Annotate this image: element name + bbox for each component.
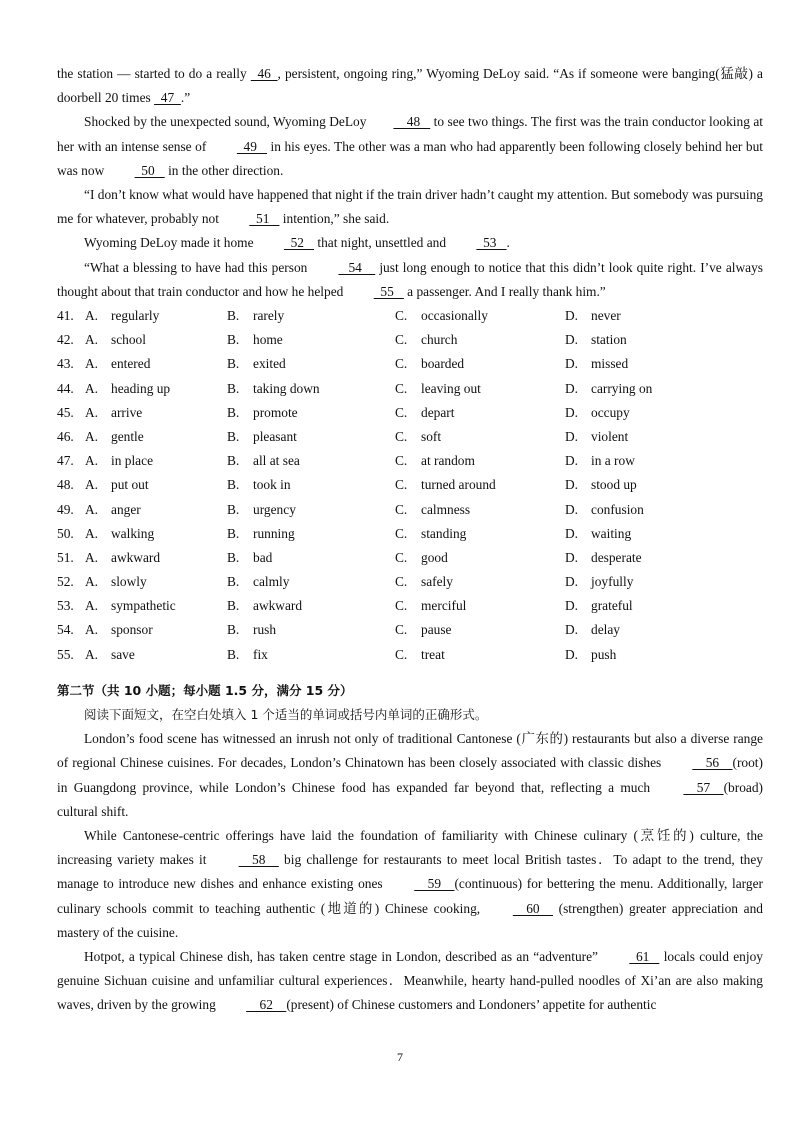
choice-row bbox=[57, 425, 763, 449]
option-d bbox=[565, 618, 735, 642]
option-letter: B. bbox=[227, 525, 240, 541]
passage-paragraph-2 bbox=[57, 110, 763, 183]
option-text: merciful bbox=[421, 598, 467, 614]
option-b bbox=[227, 425, 395, 449]
choice-row bbox=[57, 449, 763, 473]
option-a bbox=[85, 594, 227, 618]
option-b bbox=[227, 352, 395, 376]
option-text: turned around bbox=[421, 477, 496, 493]
option-letter: A. bbox=[85, 477, 99, 493]
option-text: home bbox=[253, 332, 283, 348]
option-text: gentle bbox=[111, 428, 144, 444]
question-number: 42. bbox=[57, 332, 74, 348]
question-number: 53. bbox=[57, 598, 74, 614]
option-letter: C. bbox=[395, 356, 408, 372]
text: “I don’t know what would have happened that night if the train driver hadn’t caught my attention. But somebody was pursuing me for whatever, probably not bbox=[57, 187, 763, 227]
option-a bbox=[85, 425, 227, 449]
text: in his eyes. The other was a man who had apparently been following closely behind her but was now bbox=[57, 138, 763, 178]
option-letter: D. bbox=[565, 501, 579, 517]
option-letter: B. bbox=[227, 308, 240, 324]
option-letter: C. bbox=[395, 525, 408, 541]
option-text: delay bbox=[591, 622, 620, 638]
option-text: boarded bbox=[421, 356, 465, 372]
option-a bbox=[85, 328, 227, 352]
option-a bbox=[85, 449, 227, 473]
passage-paragraph-3 bbox=[57, 183, 763, 231]
option-text: save bbox=[111, 646, 135, 662]
option-c bbox=[395, 328, 565, 352]
option-text: walking bbox=[111, 525, 155, 541]
option-letter: D. bbox=[565, 308, 579, 324]
blank-61: 61 bbox=[629, 949, 660, 965]
blank-52: 52 bbox=[283, 235, 315, 251]
option-text: soft bbox=[421, 428, 442, 444]
blank-56: 56 bbox=[692, 755, 733, 771]
option-letter: B. bbox=[227, 332, 240, 348]
option-d bbox=[565, 570, 735, 594]
option-letter: B. bbox=[227, 380, 240, 396]
option-c bbox=[395, 473, 565, 497]
option-text: missed bbox=[591, 356, 629, 372]
choice-row bbox=[57, 546, 763, 570]
option-letter: D. bbox=[565, 574, 579, 590]
option-letter: C. bbox=[395, 501, 408, 517]
blank-51: 51 bbox=[249, 211, 280, 227]
option-letter: B. bbox=[227, 404, 240, 420]
option-letter: D. bbox=[565, 428, 579, 444]
option-text: depart bbox=[421, 404, 455, 420]
option-letter: C. bbox=[395, 453, 408, 469]
option-letter: D. bbox=[565, 380, 579, 396]
option-c bbox=[395, 304, 565, 328]
option-text: school bbox=[111, 332, 146, 348]
option-letter: C. bbox=[395, 598, 408, 614]
text: locals could enjoy genuine Sichuan cuisine and unfamiliar cultural experiences．Meanwhile, hearty hand-pulled noodles of Xi’an are also making waves, driven by the growing bbox=[57, 949, 763, 1013]
option-c bbox=[395, 522, 565, 546]
text: .” bbox=[180, 90, 191, 106]
option-b bbox=[227, 449, 395, 473]
option-text: joyfully bbox=[591, 574, 634, 590]
option-text: leaving out bbox=[421, 380, 481, 396]
text: (continuous) for bettering the menu. Additionally, larger culinary schools commit to teaching authentic (地道的) Chinese cooking, bbox=[57, 876, 763, 916]
option-text: in place bbox=[111, 453, 154, 469]
choices-list bbox=[57, 304, 763, 667]
option-text: running bbox=[253, 525, 295, 541]
option-letter: B. bbox=[227, 574, 240, 590]
option-a bbox=[85, 643, 227, 667]
choice-row bbox=[57, 570, 763, 594]
option-a bbox=[85, 377, 227, 401]
text: that night, unsettled and bbox=[314, 235, 450, 251]
option-text: taking down bbox=[253, 380, 320, 396]
blank-57: 57 bbox=[683, 779, 724, 795]
passage-paragraph-5 bbox=[57, 256, 763, 304]
option-text: good bbox=[421, 549, 448, 565]
option-letter: C. bbox=[395, 574, 408, 590]
option-letter: B. bbox=[227, 622, 240, 638]
blank-46: 46 bbox=[250, 66, 278, 81]
text: , persistent, ongoing ring,” Wyoming DeLoy said. “As if someone were banging(猛敲) a doorbell 20 times bbox=[57, 66, 763, 106]
option-letter: D. bbox=[565, 622, 579, 638]
option-letter: A. bbox=[85, 308, 99, 324]
option-letter: C. bbox=[395, 308, 408, 324]
option-text: stood up bbox=[591, 477, 637, 493]
choice-row bbox=[57, 618, 763, 642]
option-text: arrive bbox=[111, 404, 143, 420]
blank-54: 54 bbox=[338, 259, 376, 275]
option-c bbox=[395, 377, 565, 401]
option-b bbox=[227, 498, 395, 522]
option-b bbox=[227, 304, 395, 328]
blank-50: 50 bbox=[134, 162, 165, 178]
option-text: sympathetic bbox=[111, 598, 176, 614]
option-letter: C. bbox=[395, 332, 408, 348]
option-text: anger bbox=[111, 501, 141, 517]
option-text: sponsor bbox=[111, 622, 153, 638]
option-text: entered bbox=[111, 356, 151, 372]
blank-62: 62 bbox=[246, 997, 287, 1013]
text: Shocked by the unexpected sound, Wyoming DeLoy bbox=[84, 114, 367, 130]
option-letter: A. bbox=[85, 501, 99, 517]
option-letter: A. bbox=[85, 332, 99, 348]
choice-row bbox=[57, 594, 763, 618]
text: to see two things. The first was the train conductor looking at her with an intense sense of bbox=[57, 114, 763, 154]
option-b bbox=[227, 401, 395, 425]
option-b bbox=[227, 522, 395, 546]
choice-row bbox=[57, 643, 763, 667]
option-d bbox=[565, 522, 735, 546]
option-c bbox=[395, 618, 565, 642]
option-letter: D. bbox=[565, 549, 579, 565]
option-letter: B. bbox=[227, 598, 240, 614]
choice-row bbox=[57, 401, 763, 425]
choice-row bbox=[57, 304, 763, 328]
option-letter: A. bbox=[85, 598, 99, 614]
option-letter: B. bbox=[227, 477, 240, 493]
option-letter: C. bbox=[395, 622, 408, 638]
option-b bbox=[227, 570, 395, 594]
option-d bbox=[565, 304, 735, 328]
option-b bbox=[227, 594, 395, 618]
option-letter: C. bbox=[395, 549, 408, 565]
option-text: treat bbox=[421, 646, 445, 662]
option-text: push bbox=[591, 646, 617, 662]
blank-58: 58 bbox=[238, 852, 279, 868]
passage-paragraph-1 bbox=[57, 62, 763, 110]
option-letter: B. bbox=[227, 453, 240, 469]
choice-row bbox=[57, 328, 763, 352]
question-number: 41. bbox=[57, 308, 74, 324]
text: (root) in Guangdong province, while London’s Chinese food has expanded far beyond that, reflecting a much bbox=[57, 755, 763, 795]
option-text: all at sea bbox=[253, 453, 300, 469]
question-number: 49. bbox=[57, 501, 74, 517]
option-letter: B. bbox=[227, 501, 240, 517]
text: big challenge for restaurants to meet local British tastes．To adapt to the trend, they manage to introduce new dishes and enhance existing ones bbox=[57, 852, 763, 892]
option-letter: B. bbox=[227, 549, 240, 565]
option-text: never bbox=[591, 308, 621, 324]
option-c bbox=[395, 352, 565, 376]
text: just long enough to notice that this didn’t look quite right. I’ve always thought about that train conductor and how he helped bbox=[57, 259, 763, 299]
option-letter: C. bbox=[395, 404, 408, 420]
option-letter: D. bbox=[565, 598, 579, 614]
option-text: violent bbox=[591, 428, 629, 444]
option-letter: D. bbox=[565, 525, 579, 541]
text: . bbox=[506, 235, 510, 251]
option-c bbox=[395, 449, 565, 473]
option-c bbox=[395, 594, 565, 618]
text: “What a blessing to have had this person bbox=[84, 259, 312, 275]
option-c bbox=[395, 546, 565, 570]
question-number: 55. bbox=[57, 646, 74, 662]
option-letter: A. bbox=[85, 356, 99, 372]
question-number: 45. bbox=[57, 404, 74, 420]
option-text: heading up bbox=[111, 380, 171, 396]
option-letter: A. bbox=[85, 380, 99, 396]
option-text: safely bbox=[421, 574, 453, 590]
blank-47: 47 bbox=[154, 90, 181, 106]
option-letter: A. bbox=[85, 428, 99, 444]
option-text: rarely bbox=[253, 308, 285, 324]
text: (present) of Chinese customers and Londoners’ appetite for authentic bbox=[286, 997, 657, 1013]
text: in the other direction. bbox=[164, 162, 284, 178]
option-b bbox=[227, 328, 395, 352]
exam-page bbox=[57, 62, 763, 1018]
option-b bbox=[227, 546, 395, 570]
blank-60: 60 bbox=[512, 900, 553, 916]
option-letter: B. bbox=[227, 428, 240, 444]
option-text: bad bbox=[253, 549, 273, 565]
option-text: pleasant bbox=[253, 428, 297, 444]
choice-row bbox=[57, 498, 763, 522]
question-number: 52. bbox=[57, 574, 74, 590]
choice-row bbox=[57, 352, 763, 376]
option-letter: C. bbox=[395, 646, 408, 662]
option-d bbox=[565, 352, 735, 376]
option-letter: D. bbox=[565, 356, 579, 372]
option-letter: A. bbox=[85, 574, 99, 590]
option-a bbox=[85, 618, 227, 642]
option-text: exited bbox=[253, 356, 286, 372]
option-letter: C. bbox=[395, 428, 408, 444]
text: (broad) cultural shift. bbox=[57, 779, 763, 819]
page-number: 7 bbox=[397, 1050, 403, 1064]
section2-paragraph-3 bbox=[57, 945, 763, 1018]
option-letter: A. bbox=[85, 404, 99, 420]
option-letter: D. bbox=[565, 332, 579, 348]
option-b bbox=[227, 618, 395, 642]
option-text: waiting bbox=[591, 525, 632, 541]
blank-55: 55 bbox=[373, 283, 404, 299]
option-text: church bbox=[421, 332, 458, 348]
option-text: at random bbox=[421, 453, 475, 469]
option-d bbox=[565, 401, 735, 425]
option-text: put out bbox=[111, 477, 149, 493]
text: a passenger. And I really thank him.” bbox=[403, 283, 606, 299]
option-text: promote bbox=[253, 404, 298, 420]
option-text: urgency bbox=[253, 501, 296, 517]
option-d bbox=[565, 377, 735, 401]
question-number: 48. bbox=[57, 477, 74, 493]
text: the station — started to do a really bbox=[57, 66, 251, 81]
option-c bbox=[395, 570, 565, 594]
option-text: awkward bbox=[111, 549, 161, 565]
option-a bbox=[85, 546, 227, 570]
option-a bbox=[85, 401, 227, 425]
option-a bbox=[85, 498, 227, 522]
option-letter: A. bbox=[85, 646, 99, 662]
option-a bbox=[85, 570, 227, 594]
option-letter: C. bbox=[395, 477, 408, 493]
choice-row bbox=[57, 377, 763, 401]
section2-paragraph-2 bbox=[57, 824, 763, 945]
text: Hotpot, a typical Chinese dish, has taken centre stage in London, described as an “adventure” bbox=[84, 949, 603, 965]
text: London’s food scene has witnessed an inrush not only of traditional Cantonese (广东的) restaurants but also a diverse range of regional Chinese cuisines. For decades, London’s Chinatown has been closely associated with classic dishes bbox=[57, 731, 763, 771]
option-text: regularly bbox=[111, 308, 160, 324]
option-b bbox=[227, 643, 395, 667]
blank-59: 59 bbox=[414, 876, 455, 892]
question-number: 47. bbox=[57, 453, 74, 469]
option-text: rush bbox=[253, 622, 277, 638]
text: intention,” she said. bbox=[279, 211, 390, 227]
option-text: grateful bbox=[591, 598, 633, 614]
option-text: station bbox=[591, 332, 627, 348]
option-text: carrying on bbox=[591, 380, 653, 396]
option-d bbox=[565, 594, 735, 618]
question-number: 51. bbox=[57, 549, 74, 565]
option-letter: D. bbox=[565, 404, 579, 420]
option-b bbox=[227, 473, 395, 497]
question-number: 44. bbox=[57, 380, 74, 396]
option-d bbox=[565, 498, 735, 522]
option-c bbox=[395, 401, 565, 425]
option-text: pause bbox=[421, 622, 452, 638]
option-letter: B. bbox=[227, 356, 240, 372]
option-text: standing bbox=[421, 525, 467, 541]
option-letter: C. bbox=[395, 380, 408, 396]
option-c bbox=[395, 425, 565, 449]
choice-row bbox=[57, 522, 763, 546]
option-letter: D. bbox=[565, 646, 579, 662]
question-number: 54. bbox=[57, 622, 74, 638]
option-a bbox=[85, 352, 227, 376]
option-a bbox=[85, 473, 227, 497]
option-d bbox=[565, 546, 735, 570]
option-c bbox=[395, 643, 565, 667]
option-c bbox=[395, 498, 565, 522]
text: Wyoming DeLoy made it home bbox=[84, 235, 257, 251]
option-d bbox=[565, 449, 735, 473]
option-d bbox=[565, 425, 735, 449]
choice-row bbox=[57, 473, 763, 497]
section-instruction: 阅读下面短文，在空白处填入 1 个适当的单词或括号内单词的正确形式。 bbox=[84, 707, 488, 723]
option-letter: A. bbox=[85, 453, 99, 469]
option-letter: D. bbox=[565, 453, 579, 469]
option-text: desperate bbox=[591, 549, 642, 565]
blank-48: 48 bbox=[393, 114, 431, 130]
option-text: slowly bbox=[111, 574, 147, 590]
option-text: occasionally bbox=[421, 308, 488, 324]
option-text: confusion bbox=[591, 501, 644, 517]
option-text: awkward bbox=[253, 598, 303, 614]
option-d bbox=[565, 328, 735, 352]
option-d bbox=[565, 473, 735, 497]
blank-53: 53 bbox=[476, 235, 507, 251]
option-a bbox=[85, 304, 227, 328]
section2-paragraph-1 bbox=[57, 727, 763, 824]
blank-49: 49 bbox=[236, 138, 267, 154]
question-number: 43. bbox=[57, 356, 74, 372]
passage-paragraph-4 bbox=[57, 231, 763, 255]
option-letter: A. bbox=[85, 549, 99, 565]
option-text: fix bbox=[253, 646, 268, 662]
option-letter: A. bbox=[85, 525, 99, 541]
option-text: occupy bbox=[591, 404, 630, 420]
option-d bbox=[565, 643, 735, 667]
section-heading: 第二节（共 10 小题；每小题 1.5 分，满分 15 分） bbox=[57, 682, 353, 698]
option-text: calmness bbox=[421, 501, 471, 517]
option-a bbox=[85, 522, 227, 546]
option-text: calmly bbox=[253, 574, 290, 590]
option-text: in a row bbox=[591, 453, 635, 469]
question-number: 46. bbox=[57, 428, 74, 444]
option-text: took in bbox=[253, 477, 291, 493]
text: (strengthen) greater appreciation and mastery of the cuisine. bbox=[57, 900, 764, 940]
text: While Cantonese-centric offerings have laid the foundation of familiarity with Chinese culinary (烹饪的) culture, the increasing variety makes it bbox=[57, 828, 763, 868]
option-letter: D. bbox=[565, 477, 579, 493]
option-letter: B. bbox=[227, 646, 240, 662]
option-b bbox=[227, 377, 395, 401]
option-letter: A. bbox=[85, 622, 99, 638]
question-number: 50. bbox=[57, 525, 74, 541]
